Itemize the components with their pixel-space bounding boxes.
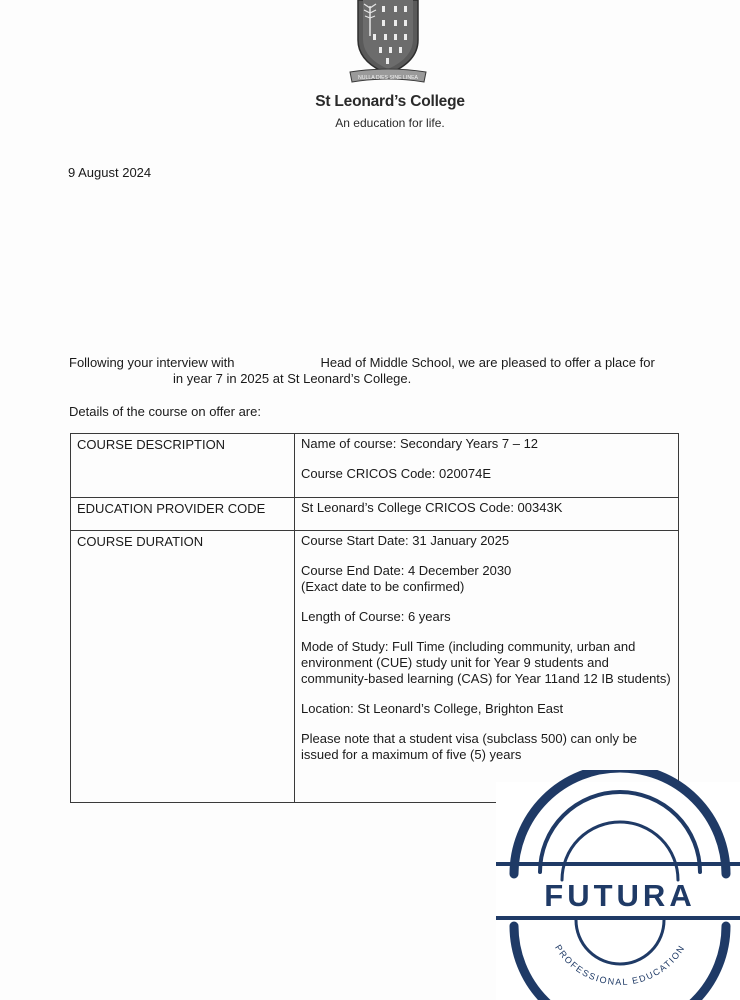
stamp-subtitle: PROFESSIONAL EDUCATION: [553, 942, 687, 988]
row-label-provider-code: EDUCATION PROVIDER CODE: [71, 498, 295, 531]
course-start-date: Course Start Date: 31 January 2025: [301, 533, 510, 548]
course-table: [70, 433, 679, 803]
details-intro: Details of the course on offer are:: [69, 404, 261, 419]
course-length: Length of Course: 6 years: [301, 609, 451, 624]
futura-stamp: [490, 770, 740, 1000]
college-tagline: An education for life.: [335, 116, 445, 130]
crest-motto: NULLA DIES SINE LINEA: [358, 75, 418, 81]
course-name: Name of course: Secondary Years 7 – 12: [301, 436, 539, 451]
row-value-course-description: [295, 434, 679, 498]
offer-text-part2: Head of Middle School, we are pleased to offer a place for: [320, 355, 655, 370]
offer-text-part3: in year 7 in 2025 at St Leonard’s College.: [173, 371, 412, 386]
course-end-note: (Exact date to be confirmed): [301, 579, 465, 594]
mode-of-study: Mode of Study: Full Time (including community, urban and environment (CUE) study unit for Year 9 students and community-based learning (CAS) for Year 11and 12 IB students): [301, 639, 671, 686]
row-label-course-description: COURSE DESCRIPTION: [71, 434, 295, 498]
stamp-brand: FUTURA: [544, 878, 696, 913]
table-row: [71, 498, 679, 531]
offer-text-part1: Following your interview with: [69, 355, 235, 370]
course-location: Location: St Leonard’s College, Brighton East: [301, 701, 564, 716]
course-cricos-code: Course CRICOS Code: 020074E: [301, 466, 492, 481]
row-value-course-duration: [295, 531, 679, 803]
visa-note: Please note that a student visa (subclass 500) can only be issued for a maximum of five (5) years: [301, 731, 638, 762]
college-name: St Leonard’s College: [315, 93, 465, 110]
offer-paragraph: [69, 355, 684, 387]
letter-date: 9 August 2024: [68, 165, 152, 180]
course-end-date: Course End Date: 4 December 2030: [301, 563, 512, 578]
provider-cricos-code: St Leonard’s College CRICOS Code: 00343K: [301, 500, 563, 515]
row-value-provider-code: [295, 498, 679, 531]
college-crest-icon: [346, 0, 430, 90]
row-label-course-duration: COURSE DURATION: [71, 531, 295, 803]
course-end-block: [301, 563, 672, 595]
table-row: [71, 531, 679, 803]
table-row: [71, 434, 679, 498]
